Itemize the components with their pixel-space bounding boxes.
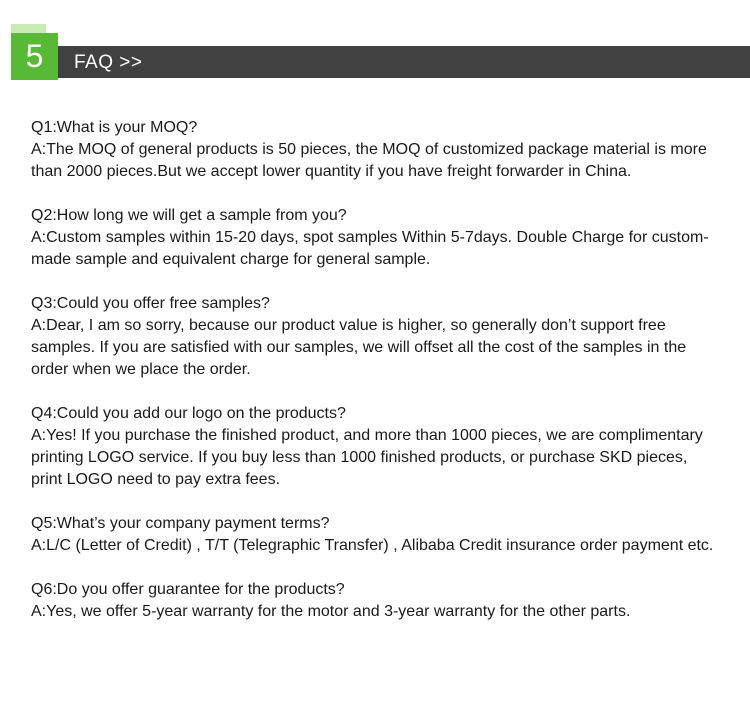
faq-answer: A:L/C (Letter of Credit) , T/T (Telegraphic Transfer) , Alibaba Credit insurance order payment etc. <box>31 537 714 554</box>
faq-answer: A:Custom samples within 15-20 days, spot samples Within 5-7days. Double Charge for custom-made sample and equivalent charge for general sample. <box>31 229 709 268</box>
faq-answer: A:Yes! If you purchase the finished product, and more than 1000 pieces, we are complimentary printing LOGO service. If you buy less than 1000 finished products, or purchase SKD pieces, print LOGO need to pay extra fees. <box>31 427 703 488</box>
section-title: FAQ >> <box>74 52 143 73</box>
faq-question: Q3:Could you offer free samples? <box>31 295 270 312</box>
faq-question: Q1:What is your MOQ? <box>31 119 198 136</box>
faq-answer: A:Dear, I am so sorry, because our product value is higher, so generally don’t support free samples. If you are satisfied with our samples, we will offset all the cost of the samples in the order when we place the order. <box>31 317 687 378</box>
section-title-bar <box>58 46 750 78</box>
faq-question: Q6:Do you offer guarantee for the products? <box>31 581 345 598</box>
faq-item-6 <box>31 579 721 623</box>
faq-item-1 <box>31 117 721 183</box>
faq-answer: A:The MOQ of general products is 50 pieces, the MOQ of customized package material is more than 2000 pieces.But we accept lower quantity if you have freight forwarder in China. <box>31 141 707 180</box>
faq-item-5 <box>31 513 721 557</box>
section-number-badge: 5 <box>11 33 58 80</box>
section-header <box>0 0 750 90</box>
faq-list <box>31 117 721 645</box>
faq-answer: A:Yes, we offer 5-year warranty for the motor and 3-year warranty for the other parts. <box>31 603 631 620</box>
faq-item-4 <box>31 403 721 491</box>
faq-question: Q4:Could you add our logo on the products? <box>31 405 346 422</box>
faq-item-3 <box>31 293 721 381</box>
faq-question: Q5:What’s your company payment terms? <box>31 515 330 532</box>
faq-question: Q2:How long we will get a sample from you? <box>31 207 347 224</box>
faq-item-2 <box>31 205 721 271</box>
